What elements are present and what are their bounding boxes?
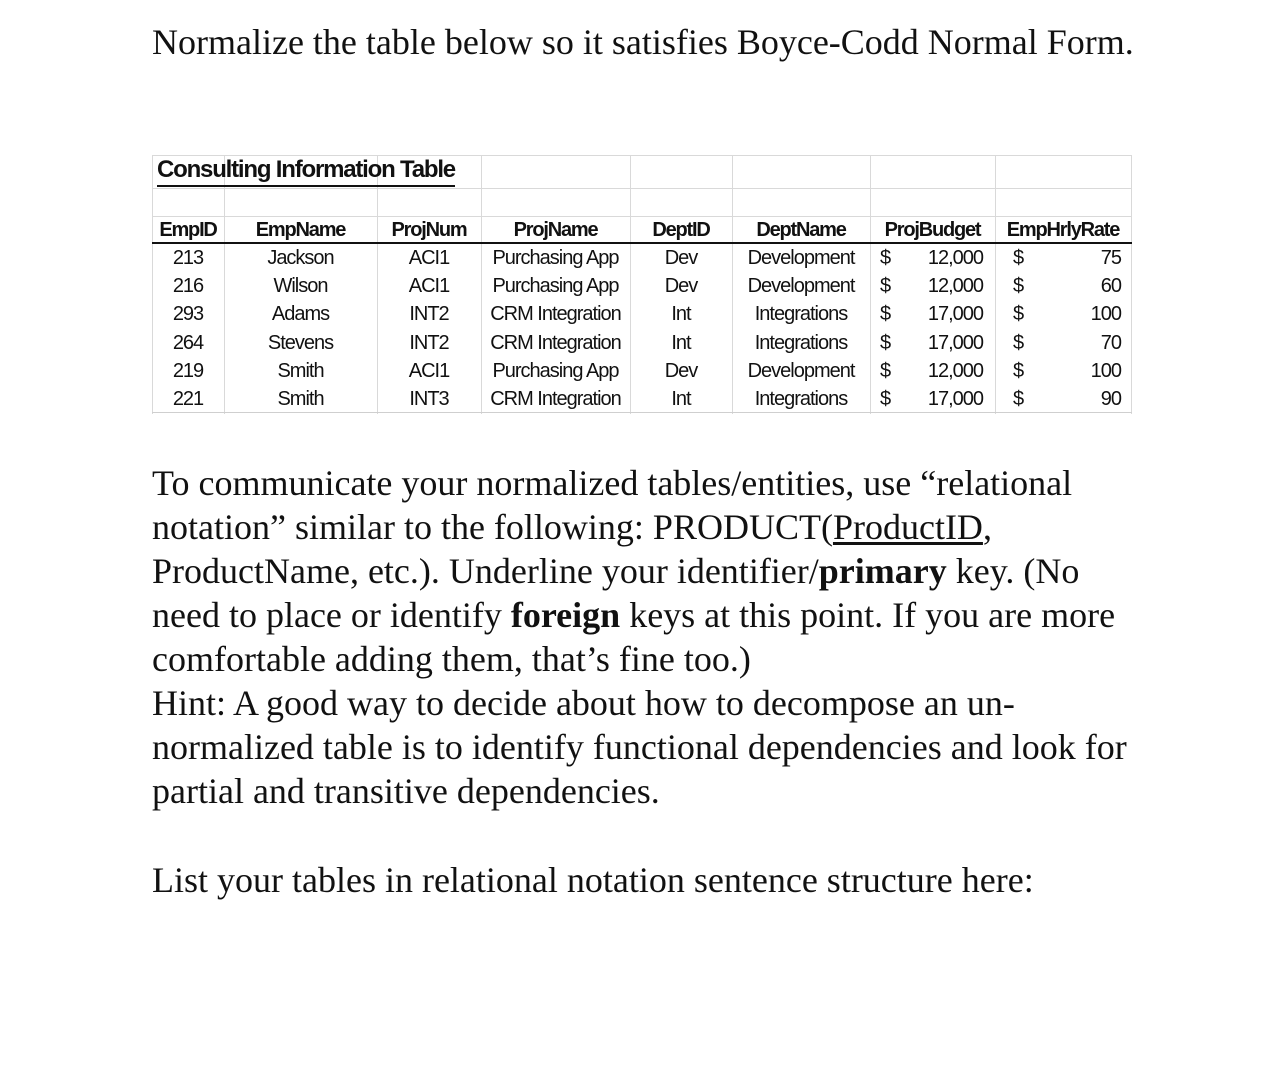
instructions-part2: , ProductName, etc.). Underline your identifier/	[152, 507, 992, 591]
table-cell: Int	[671, 331, 691, 354]
table-cell: Stevens	[267, 331, 334, 354]
table-cell: INT3	[409, 388, 449, 410]
table-cell: Integrations	[754, 388, 848, 410]
table-cell: 213	[172, 247, 204, 269]
column-header: EmpID	[159, 219, 217, 241]
hint-text: Hint: A good way to decide about how to decompose an un-normalized table is to identify functional dependencies and look for partial and transitive dependencies.	[152, 683, 1127, 811]
instructions-part4: keys at this point. If you are more comfortable adding them, that’s fine too.)	[152, 595, 1116, 679]
table-cell: Integrations	[754, 303, 848, 326]
currency-symbol: $	[1013, 275, 1024, 298]
table-cell: CRM Integration	[490, 303, 621, 326]
currency-symbol: $	[1013, 247, 1024, 269]
table-cell: 293	[172, 303, 204, 326]
example-primary-key: ProductID	[832, 507, 983, 547]
currency-symbol: $	[880, 359, 891, 382]
table-cell: 17,000	[927, 388, 983, 410]
currency-symbol: $	[1013, 303, 1024, 326]
table-cell: 100	[1090, 359, 1121, 382]
table-cell: 216	[172, 275, 204, 298]
table-cell: Smith	[277, 359, 324, 382]
primary-emphasis: primary	[818, 551, 947, 591]
table-cell: Dev	[664, 275, 698, 298]
list-prompt: List your tables in relational notation sentence structure here:	[152, 860, 1034, 900]
table-cell: CRM Integration	[490, 331, 621, 354]
currency-symbol: $	[880, 331, 891, 354]
table-cell: 12,000	[927, 275, 983, 298]
table-cell: 100	[1090, 303, 1121, 326]
table-cell: INT2	[409, 303, 449, 326]
foreign-emphasis: foreign	[510, 595, 621, 635]
table-cell: 70	[1100, 331, 1121, 354]
column-header: ProjBudget	[884, 219, 981, 241]
currency-symbol: $	[1013, 331, 1024, 354]
table-cell: ACI1	[408, 247, 450, 269]
currency-symbol: $	[880, 388, 891, 410]
column-header: EmpHrlyRate	[1006, 219, 1120, 241]
table-cell: 221	[172, 388, 204, 410]
table-cell: Wilson	[273, 275, 328, 298]
instructions-part1: To communicate your normalized tables/entities, use “relational notation” similar to the following: PRODUCT(	[152, 463, 1073, 547]
table-cell: Purchasing App	[492, 275, 619, 298]
table-cell: Development	[747, 275, 855, 298]
table-cell: Jackson	[267, 247, 334, 269]
instructions-paragraph	[152, 461, 1152, 813]
column-header: DeptName	[756, 219, 846, 241]
table-cell: CRM Integration	[490, 388, 621, 410]
table-cell: Development	[747, 359, 855, 382]
table-cell: 17,000	[927, 303, 983, 326]
currency-symbol: $	[880, 275, 891, 298]
table-title: Consulting Information Table	[157, 155, 455, 187]
column-header: ProjNum	[391, 219, 467, 241]
table-cell: Integrations	[754, 331, 848, 354]
table-cell: ACI1	[408, 275, 450, 298]
table-cell: Dev	[664, 359, 698, 382]
table-cell: 12,000	[927, 247, 983, 269]
instructions-part3: key. (No need to place or identify	[152, 551, 1080, 635]
currency-symbol: $	[1013, 359, 1024, 382]
table-cell: INT2	[409, 331, 449, 354]
column-header: EmpName	[255, 219, 346, 241]
table-cell: Int	[671, 388, 691, 410]
currency-symbol: $	[1013, 388, 1024, 410]
table-cell: Dev	[664, 247, 698, 269]
table-cell: Purchasing App	[492, 247, 619, 269]
column-header: ProjName	[513, 219, 598, 241]
table-cell: Int	[671, 303, 691, 326]
table-cell: Development	[747, 247, 855, 269]
table-cell: 12,000	[927, 359, 983, 382]
table-cell: 264	[172, 331, 204, 354]
table-cell: 219	[172, 359, 204, 382]
table-cell: 75	[1100, 247, 1121, 269]
table-cell: 17,000	[927, 331, 983, 354]
table-cell: ACI1	[408, 359, 450, 382]
consulting-information-table	[152, 155, 1132, 414]
table-cell: 90	[1100, 388, 1121, 410]
question-heading: Normalize the table below so it satisfies Boyce-Codd Normal Form.	[152, 22, 1134, 62]
currency-symbol: $	[880, 247, 891, 269]
column-header: DeptID	[652, 219, 710, 241]
table-cell: Adams	[271, 303, 330, 326]
table-cell: Purchasing App	[492, 359, 619, 382]
table-cell: Smith	[277, 388, 324, 410]
table-cell: 60	[1100, 275, 1121, 298]
currency-symbol: $	[880, 303, 891, 326]
